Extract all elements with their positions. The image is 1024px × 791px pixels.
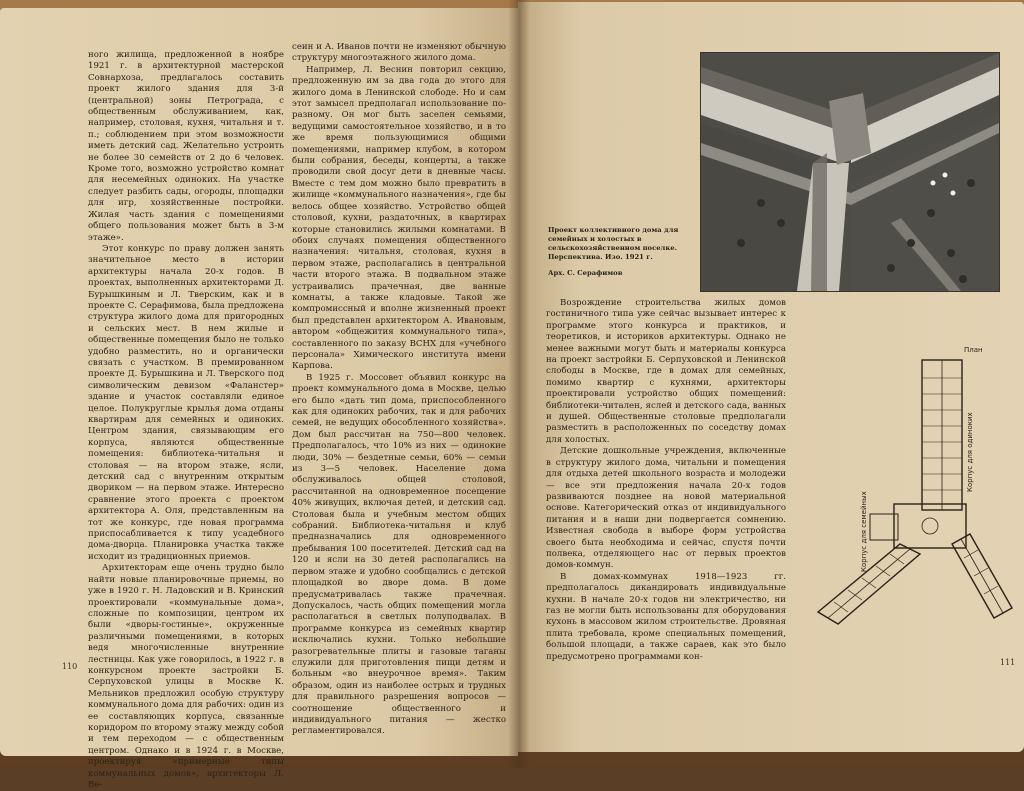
paragraph: ного жилища, предложенной в ноябре 1921 г. в архитектурной мастерской Совнархоза, предлагалось составить проект жилого здания для 3-й (центральной) зоны Петрограда, с общественным обслуживанием, как, например, столовая, кухня, читальня и т. п.; соблюдением при этом возможности иметь детский сад. Желательно устроить не более 30 семейств от 2 до 6 человек. Кроме того, возможно устройство комнат для несемейных одиноких. На участке следует разбить сады, огороды, площадки для игр, хозяйственные постройки. Жилая часть здания с помещениями общего пользования может быть в 3-м этаже».: [88, 50, 284, 243]
plan-label-right-wing: Корпус для одиноких: [966, 412, 974, 492]
plan-label-top: План: [964, 346, 983, 354]
left-page-column-1: [88, 50, 284, 791]
page-number: 110: [62, 662, 78, 671]
plan-label-left-wing: Корпус для семейных: [860, 491, 868, 572]
left-page-column-2: [292, 42, 506, 738]
paragraph: Этот конкурс по праву должен занять значительное место в истории архитектуры начала 20-х годов. В проектах, выполненных архитекторами Д. Бурышкиным и Л. Тверским, как и в проекте С. Серафимова, была предложена структура жилого дома для пригородных и сельских мест. В нем жилые и общественные помещения было не только удобно разместить, но и органически связать с участком. В премированном проекте Д. Бурышкина и Л. Тверского под символическим девизом «Фаланстер» здание и участок составляли единое целое. Полукруглые крылья дома отданы квартирам для семейных и одиноких. Центром здания, связывающим его корпуса, являются общественные помещения: библиотека-читальня и столовая — на втором этаже, ясли, детский сад с внутренним открытым двориком — на первом этаже. Интересно сравнение этого проекта с проектом архитектора А. Оля, представленным на тот же конкурс, где новая программа приспосабливается к типу усадебного дома-дворца. Планировка участка также исходит из традиционных приемов.: [88, 243, 284, 562]
left-page: [0, 8, 518, 790]
paragraph: Возрождение строительства жилых домов гостиничного типа уже сейчас вызывает интерес к программе этого конкурса и практиков, и теоретиков, и историков архитектуры. Однако не менее важными могут быть и материалы конкурса на проект застройки Б. Серпуховской и Ленинской слободы в Москве, где в домах для семейных, помимо квартир с кухнями, архитекторы проектировали устройство общих помещений: библиотеки-читален, яслей и детского сада, ванных и душей. Общественные столовые предполагали разместить в расположенных по соседству домах для холостых.: [546, 298, 786, 445]
paragraph: В домах-коммунах 1918—1923 гг. предполагалось дикандировать индивидуальные кухни. В начале 20-х годов ни электричество, ни газ не могли быть использованы для оборудования кухонь в массовом жилом строительстве. Дровяная плита требовала, кроме специальных помещений, большой площади, а также сараев, как это было предусмотрено программами кон-: [546, 571, 786, 662]
paragraph: Архитекторам еще очень трудно было найти новые планировочные приемы, но уже в 1920 г. Н. Ладовский и В. Кринский проектировали «коммунальные дома», сложные по композиции, центром их были «дворы-гостиные», окруженные различными помещениями, в которых ведя многочисленные внутренние лестницы. Как уже говорилось, в 1922 г. в конкурсном проекте застройки Б. Серпуховской улицы в Москве К. Мельников предложил особую структуру коммунального дома для рабочих: один из ее составляющих корпуса, связанные коридором по второму этажу между собой и тем переходом — с общественным центром. Однако и в 1924 г. в Москве, проектируя «примерные типы коммунальных домов», архитекторы Л. Ве-: [88, 563, 284, 790]
perspective-photo: [700, 52, 1000, 292]
caption-text: Проект коллективного дома для семейных и холостых в сельскохозяйственном поселке. Перспектива. Изо. 1921 г.: [548, 226, 679, 261]
floor-plan-drawing: [804, 332, 1016, 632]
right-page: [518, 2, 1024, 752]
figure-caption: [548, 226, 694, 278]
book-gutter: [508, 0, 530, 768]
page-number: 111: [1000, 658, 1016, 667]
paragraph: В 1925 г. Моссовет объявил конкурс на проект коммунального дома в Москве, целью его было «дать тип дома, приспособленного как для одиноких рабочих, так и для рабочих семей, не ведущих обособленного хозяйства». Дом был рассчитан на 750—800 человек. Предполагалось, что 10% из них — одинокие люди, 30% — бездетные семьи, 60% — семьи из 3—5 человек. Население дома обслуживалось общей столовой, рассчитанной на одновременное посещение 40% живущих, включая детей, и детский сад. Столовая была и учебным местом общих собраний. Библиотека-читальня и клуб предназначались для одновременного пребывания 100 посетителей. Детский сад на 120 и ясли на 30 детей располагались на первом этаже и удобно сообщались с детской площадкой во дворе дома. В доме предусматривалась также прачечная. Допускалось, часть общих помещений могла располагаться в светлых полуподвалах. В программе конкурса из семейных квартир исключались кухни. Только небольшие разогревательные плиты и газовые таганы служили для приготовления пищи детям и больным «во внеурочное время». Таким образом, один из наиболее острых и трудных для правильного разрешения вопросов — соотношение общественного и индивидуального питания — жестко регламентировался.: [292, 372, 506, 737]
paragraph: Например, Л. Веснин повторил секцию, предложенную им за два года до этого для жилого дома в Ленинской слободе. Но и сам этот замысел предполагал использование по-разному. Он мог быть заселен семьями, ведущими самостоятельное хозяйство, и в то же время пользующимися общими помещениями, например клубом, в котором были собрания, беседы, концерты, а также проводили свой досуг дети в дневные часы. Вместе с тем дом можно было превратить в жилище «коммунального назначения», где бы велось общее хозяйство. Устройство общей столовой, кухни, раздаточных, в квартирах которые становились жилыми комнатами. В обоих случаях помещения общественного назначения: читальня, столовая, кухня в первом этаже, располагались в центральной части второго этажа. В подвальном этаже устраивались прачечная, две ванные комнаты, а также кладовые. Такой же компромиссный и вполне жизненный проект был представлен архитектором А. Ивановым, автором «общежития коммунального типа», составленного по заказу ВСНХ для «учебного персонала» Химического института имени Карпова.: [292, 64, 506, 372]
right-page-column: [546, 298, 786, 663]
paragraph: сеин и А. Иванов почти не изменяют обычную структуру многоэтажного жилого дома.: [292, 42, 506, 64]
paragraph: Детские дошкольные учреждения, включенные в структуру жилого дома, читальни и помещения для отдыха детей школьного возраста и молодежи — все эти предложения начала 20-х годов развиваются позднее на новой материальной основе. Категорический отказ от индивидуального питания и в наши дни подвергается сомнению. Известная свобода в выборе форм устройства своего быта необходима и сейчас, спустя почти полвека, отделяющего нас от первых проектов домов-коммун.: [546, 446, 786, 571]
caption-author: Арх. С. Серафимов: [548, 269, 623, 277]
